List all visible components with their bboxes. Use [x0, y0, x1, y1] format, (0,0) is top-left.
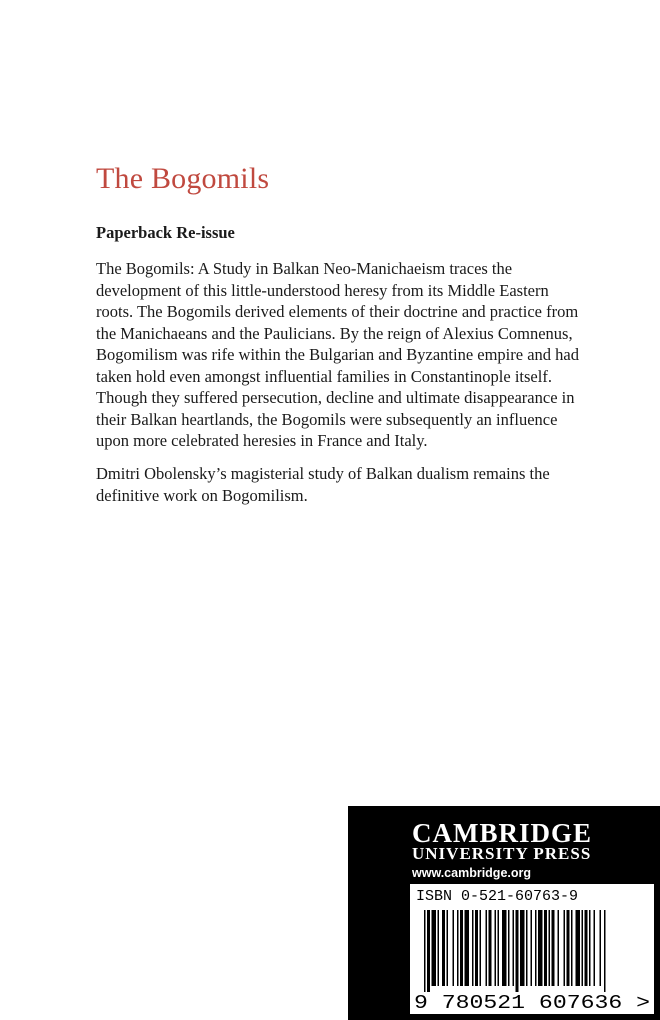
- barcode-bar: [558, 910, 560, 986]
- barcode-bar: [453, 910, 455, 986]
- barcode-bar: [535, 910, 537, 986]
- barcode-bar: [600, 910, 602, 986]
- barcode-bar: [502, 910, 507, 986]
- barcode-bar: [549, 910, 551, 986]
- barcode-graphic: [410, 884, 654, 1014]
- isbn-label: ISBN 0-521-60763-9: [416, 888, 579, 905]
- barcode-bar: [531, 910, 533, 986]
- barcode-bar: [465, 910, 470, 986]
- barcode-bar: [604, 910, 606, 992]
- barcode-bar: [457, 910, 459, 986]
- barcode-bar: [526, 910, 528, 986]
- barcode-bar: [489, 910, 492, 986]
- barcode-bar: [544, 910, 547, 986]
- barcode-digits: 9 780521 607636 >: [414, 992, 650, 1014]
- barcode-bar: [520, 910, 525, 986]
- barcode-bar: [538, 910, 543, 986]
- barcode-bar: [442, 910, 445, 986]
- barcode-bar: [460, 910, 463, 986]
- barcode-bar: [495, 910, 497, 986]
- author-paragraph: Dmitri Obolensky’s magisterial study of Balkan dualism remains the definitive work on Bogomilism.: [96, 464, 550, 505]
- barcode-bar: [486, 910, 488, 986]
- edition-note: Paperback Re-issue: [96, 223, 235, 242]
- barcode-bar: [432, 910, 437, 986]
- barcode-bar: [576, 910, 581, 986]
- barcode-bar: [438, 910, 440, 986]
- barcode-bar: [480, 910, 482, 986]
- barcode-bar: [589, 910, 591, 986]
- barcode-bar: [516, 910, 519, 992]
- publisher-subname: UNIVERSITY PRESS: [412, 844, 592, 863]
- barcode-bar: [564, 910, 566, 986]
- publisher-block: [348, 806, 660, 1020]
- barcode-bar: [571, 910, 573, 986]
- book-title: The Bogomils: [96, 162, 270, 195]
- description-paragraph: The Bogomils: A Study in Balkan Neo-Manichaeism traces the development of this little-understood heresy from its Middle Eastern roots. The Bogomils derived elements of their doctrine and practice from the Manichaeans and the Paulicians. By the reign of Alexius Comnenus, Bogomilism was rife within the Bulgarian and Byzantine empire and had taken hold even amongst influential families in Constantinople itself. Though they suffered persecution, decline and ultimate disappearance in their Balkan heartlands, the Bogomils were subsequently an influence upon more celebrated heresies in France and Italy.: [96, 259, 579, 450]
- barcode-bar: [552, 910, 555, 986]
- barcode-bar: [498, 910, 500, 986]
- barcode-bar: [585, 910, 588, 986]
- barcode-bar: [424, 910, 426, 992]
- barcode-bar: [447, 910, 449, 986]
- barcode-box: [410, 884, 654, 1014]
- barcode-bar: [567, 910, 570, 986]
- barcode-bar: [582, 910, 584, 986]
- publisher-url: www.cambridge.org: [412, 866, 532, 880]
- barcode-bar: [508, 910, 510, 986]
- barcode-bar: [475, 910, 478, 986]
- barcode-bar: [427, 910, 430, 992]
- barcode-bar: [472, 910, 474, 986]
- publisher-name: CAMBRIDGE: [412, 818, 593, 848]
- barcode-bar: [594, 910, 596, 986]
- barcode-bar: [513, 910, 515, 986]
